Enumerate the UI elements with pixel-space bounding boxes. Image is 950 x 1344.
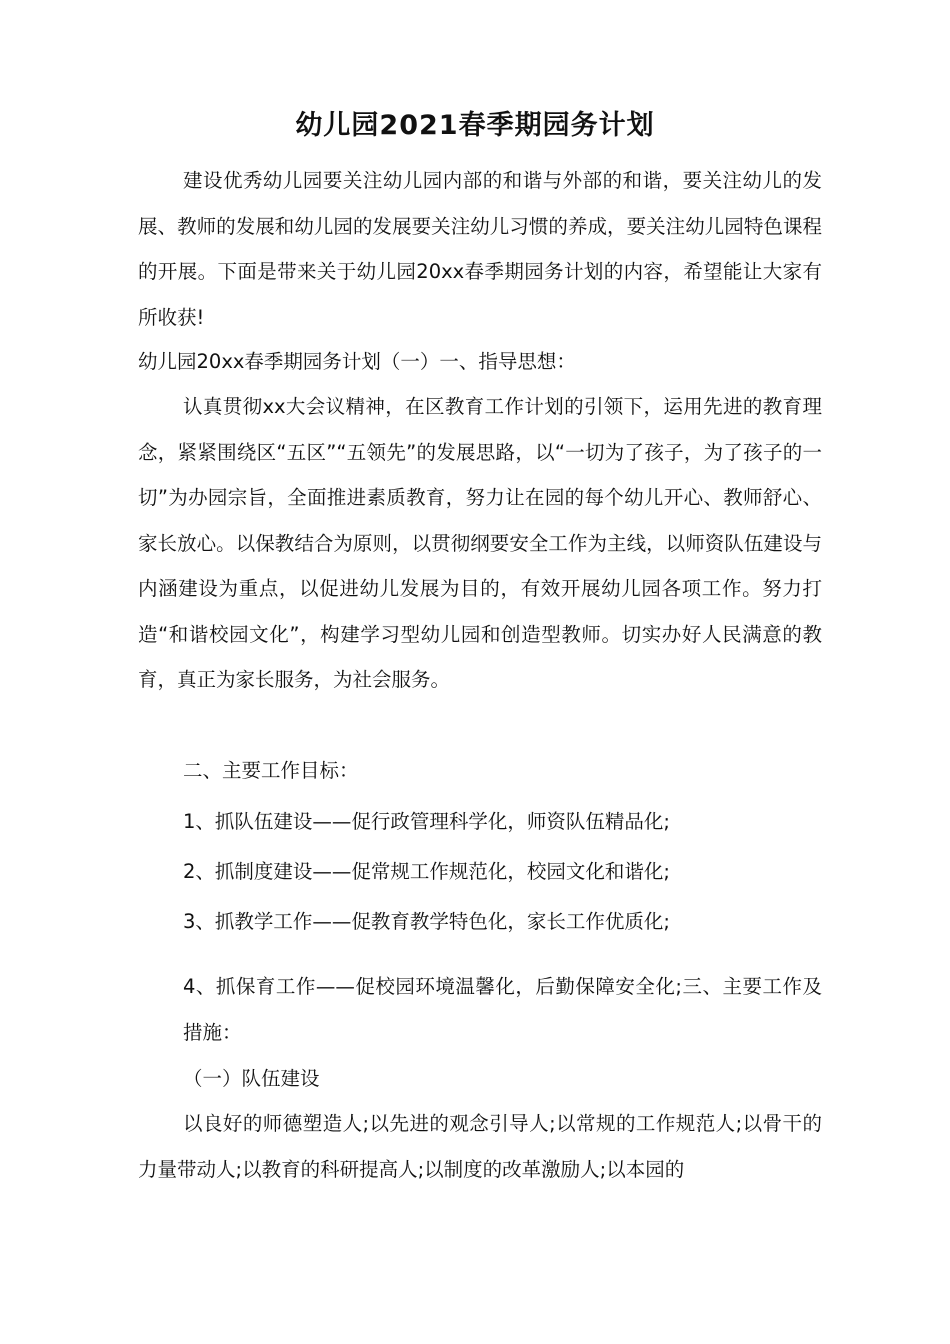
goal-item: 3、抓教学工作——促教育教学特色化，家长工作优质化; bbox=[183, 910, 670, 933]
intro-paragraph: 建设优秀幼儿园要关注幼儿园内部的和谐与外部的和谐，要关注幼儿的发展、教师的发展和幼儿园的发展要关注幼儿习惯的养成，要关注幼儿园特色课程的开展。下面是带来关于幼儿园20xx春季期园务计划的内容，希望能让大家有所收获! bbox=[138, 169, 822, 329]
goals-heading: 二、主要工作目标： bbox=[183, 759, 359, 782]
goal-item: 1、抓队伍建设——促行政管理科学化，师资队伍精品化; bbox=[183, 810, 670, 833]
section-heading: 幼儿园20xx春季期园务计划（一）一、指导思想： bbox=[138, 350, 576, 373]
goal-item: 2、抓制度建设——促常规工作规范化，校园文化和谐化; bbox=[183, 860, 670, 883]
goal-item-with-section bbox=[138, 964, 822, 1055]
document-title: 幼儿园2021春季期园务计划 bbox=[295, 110, 655, 141]
subsection-heading: （一）队伍建设 bbox=[183, 1067, 320, 1090]
guiding-paragraph: 认真贯彻xx大会议精神，在区教育工作计划的引领下，运用先进的教育理念，紧紧围绕区“五区”“五领先”的发展思路，以“一切为了孩子，为了孩子的一切”为办园宗旨，全面推进素质教育，努力让在园的每个幼儿开心、教师舒心、家长放心。以保教结合为原则，以贯彻纲要安全工作为主线，以师资队伍建设与内涵建设为重点，以促进幼儿发展为目的，有效开展幼儿园各项工作。努力打造“和谐校园文化”，构建学习型幼儿园和创造型教师。切实办好人民满意的教育，真正为家长服务，为社会服务。 bbox=[138, 395, 822, 691]
goal-item-text: 4、抓保育工作——促校园环境温馨化，后勤保障安全化;三、主要工作及措施： bbox=[183, 975, 822, 1044]
team-paragraph: 以良好的师德塑造人;以先进的观念引导人;以常规的工作规范人;以骨干的力量带动人;以教育的科研提高人;以制度的改革激励人;以本园的 bbox=[138, 1112, 822, 1181]
